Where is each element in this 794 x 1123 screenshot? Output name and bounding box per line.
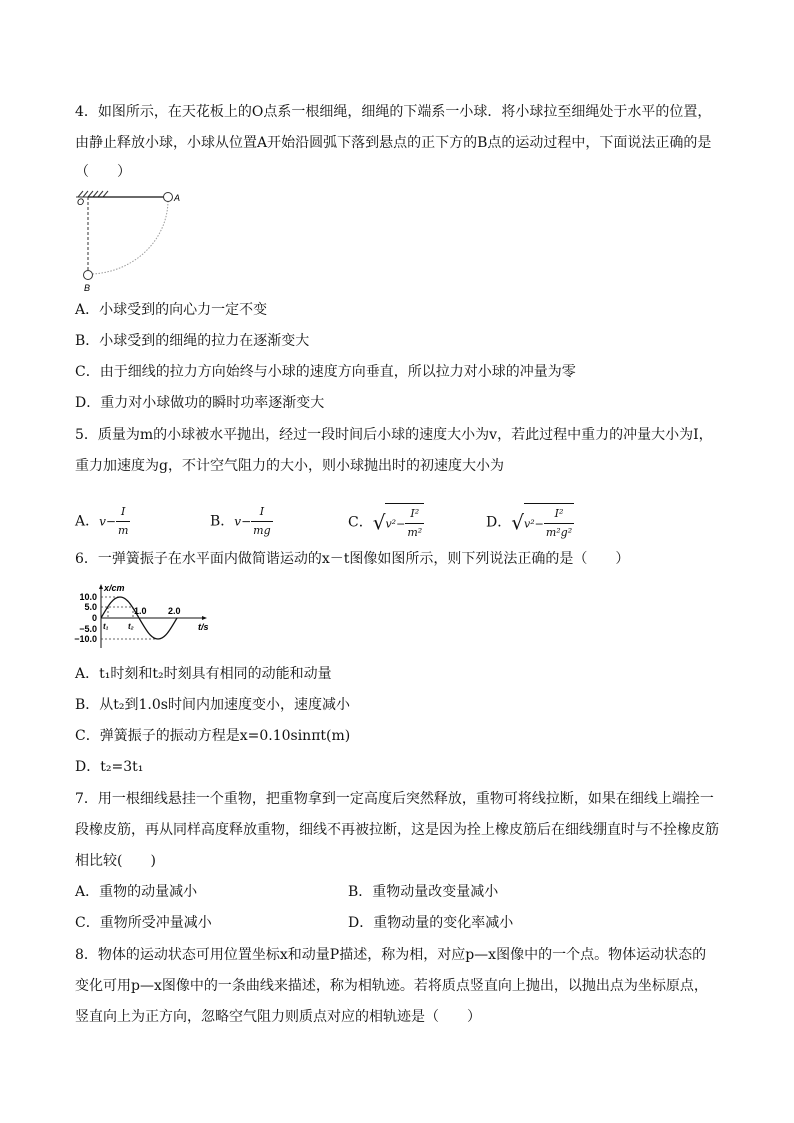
y-axis-label: x/cm — [104, 583, 125, 593]
arc-path — [92, 201, 168, 274]
q7-option-c: C．重物所受冲量减小 — [75, 915, 212, 931]
q6-option-b: B．从t₂到1.0s时间内加速度变小，速度减小 — [75, 697, 350, 713]
q5-option-a: A．v− $\frac{I}{m}$ — [75, 505, 129, 537]
q4-line1: 4．如图所示，在天花板上的O点系一根细绳，细绳的下端系一小球．将小球拉至细绳处于水平的位置， — [75, 104, 712, 120]
q7-option-a: A．重物的动量减小 — [75, 884, 198, 900]
ytick-5: 5.0 — [84, 602, 97, 612]
q8-line2: 变化可用p—x图像中的一条曲线来描述，称为相轨迹。若将质点竖直向上抛出，以抛出点为坐标原点， — [75, 978, 708, 994]
q8-line3: 竖直向上为正方向，忽略空气阻力则质点对应的相轨迹是（ ） — [75, 1009, 481, 1025]
xtick-2: 2.0 — [168, 606, 181, 616]
q7-line2: 段橡皮筋，再从同样高度释放重物，细线不再被拉断，这是因为拴上橡皮筋后在细线绷直时与不拴橡皮筋 — [75, 822, 719, 838]
x-axis-label: t/s — [198, 622, 209, 632]
q5-option-c: C．√v²− $\frac{\text{I²}}{\text{m²}}$ — [348, 503, 424, 542]
q6-line1: 6．一弹簧振子在水平面内做简谐运动的x－t图像如图所示，则下列说法正确的是（ ） — [75, 551, 630, 567]
q5-line1: 5．质量为m的小球被水平抛出，经过一段时间后小球的速度大小为v，若此过程中重力的冲量大小为I， — [75, 427, 713, 443]
t2-label: t₂ — [128, 622, 134, 631]
xt-graph — [70, 582, 220, 652]
q4-option-b: B．小球受到的细绳的拉力在逐渐变大 — [75, 333, 310, 349]
xtick-1: 1.0 — [134, 606, 147, 616]
q6-option-c: C．弹簧振子的振动方程是x=0.10sinπt(m) — [75, 728, 351, 744]
ytick-10: 10.0 — [79, 592, 97, 602]
q7-line3: 相比较( ) — [75, 853, 156, 869]
q5-option-d: D．√v²− $\frac{\text{I²}}{\text{m²g²}}$ — [486, 503, 574, 542]
q5-line2: 重力加速度为g，不计空气阻力的大小，则小球抛出时的初速度大小为 — [75, 458, 504, 474]
q7-option-b: B．重物动量改变量减小 — [348, 884, 499, 900]
q8-line1: 8．物体的运动状态可用位置坐标x和动量P描述，称为相，对应p—x图像中的一个点。物体运动状态的 — [75, 947, 707, 963]
q4-line3: （ ） — [75, 164, 131, 180]
q4-line2: 由静止释放小球，小球从位置A开始沿圆弧下落到悬点的正下方的B点的运动过程中，下面说法正确的是 — [75, 135, 712, 151]
pendulum-figure — [68, 184, 198, 296]
label-a: A — [174, 193, 181, 203]
q6-option-a: A．t₁时刻和t₂时刻具有相同的动能和动量 — [75, 666, 332, 682]
ball-b — [84, 271, 93, 280]
q5-option-b: B．v− $\frac{I}{mg}$ — [210, 505, 271, 537]
q6-option-d: D．t₂=3t₁ — [75, 759, 144, 775]
label-o: O — [77, 197, 85, 207]
t1-label: t₁ — [103, 622, 109, 631]
ytick-neg5: −5.0 — [79, 624, 97, 634]
ytick-0: 0 — [91, 613, 97, 623]
label-b: B — [84, 283, 91, 293]
q7-option-d: D．重物动量的变化率减小 — [348, 915, 514, 931]
q7-line1: 7．用一根细线悬挂一个重物，把重物拿到一定高度后突然释放，重物可将线拉断，如果在细线上端拴一 — [75, 791, 714, 807]
q4-option-a: A．小球受到的向心力一定不变 — [75, 302, 268, 318]
q4-option-d: D．重力对小球做功的瞬时功率逐渐变大 — [75, 395, 325, 411]
ball-a — [164, 193, 173, 202]
ytick-neg10: −10.0 — [74, 634, 97, 644]
q4-option-c: C．由于细线的拉力方向始终与小球的速度方向垂直，所以拉力对小球的冲量为零 — [75, 364, 576, 380]
